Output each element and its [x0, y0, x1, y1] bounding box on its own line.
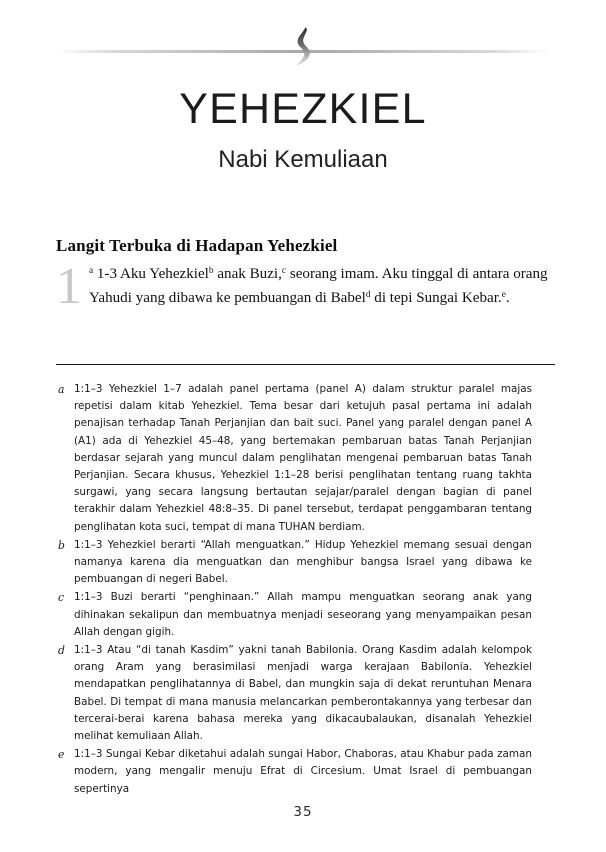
book-title: YEHEZKIEL — [179, 85, 427, 133]
top-ornament-band — [0, 22, 606, 74]
footnote-marker: a — [58, 383, 65, 396]
footnote-marker: e — [58, 748, 65, 762]
verse-text-run: . — [505, 290, 510, 306]
footnote-reference-marker[interactable]: b — [208, 266, 214, 277]
footnote-item — [40, 537, 532, 589]
footnote-marker: d — [58, 644, 65, 658]
verse-text — [89, 266, 548, 306]
footnote-item — [40, 642, 532, 745]
verse-text-run: seorang imam. Aku tinggal di antara orang Yahudi yang dibawa ke pembuangan di Babel — [89, 266, 548, 306]
footnote-item — [40, 746, 532, 798]
footnote-item — [40, 381, 532, 536]
footnote-text: 1:1–3 Buzi berarti “penghinaan.” Allah mampu menguatkan seorang anak yang dihinakan sekalipun dan membuatnya menjadi seseorang yang menyampaikan pesan Allah dengan gigih. — [74, 591, 532, 638]
footnote-text: 1:1–3 Yehezkiel 1–7 adalah panel pertama (panel A) dalam struktur paralel majas repetisi dalam kitab Yehezkiel. Tema besar dari ketujuh pasal pertama ini adalah penajisan terhadap Tanah Perjanjian dan bait suci. Panel yang paralel dengan panel A (A1) ada di Yehezkiel 45–48, yang bertemakan pembaruan batas Tanah Perjanjian berdasar sejarah yang muncul dalam penglihatan mengenai pembaruan batas Tanah Perjanjian. Secara khusus, Yehezkiel 1:1–28 berisi penglihatan tentang ruang takhta surgawi, yang secara langsung bertautan sejajar/paralel dengan bagian di panel terakhir dalam Yehezkiel 48:8–35. Di panel tersebut, terdapat penggambaran tentang penglihatan kota suci, tempat di mana TUHAN berdiam. — [74, 383, 532, 533]
chapter-body-paragraph — [56, 258, 554, 315]
footnote-reference-marker[interactable]: c — [281, 266, 287, 277]
footnote-list — [40, 381, 566, 799]
flame-flourish-ornament-icon — [0, 22, 606, 74]
footnote-item — [40, 589, 532, 641]
footnote-reference-marker[interactable]: a — [89, 266, 94, 277]
book-subtitle: Nabi Kemuliaan — [218, 146, 388, 173]
verse-text-run: 1-3 Aku Yehezkiel — [93, 266, 209, 282]
page-number: 35 — [293, 804, 313, 820]
chapter-number-dropcap: 1 — [56, 258, 82, 315]
footnote-marker: b — [58, 538, 65, 552]
section-heading: Langit Terbuka di Hadapan Yehezkiel — [56, 236, 338, 255]
footnote-separator-rule — [56, 364, 555, 365]
footnote-marker: c — [58, 591, 65, 605]
verse-text-run: di tepi Sungai Kebar. — [370, 290, 502, 306]
footnote-text: 1:1–3 Atau “di tanah Kasdim” yakni tanah Babilonia. Orang Kasdim adalah kelompok orang Aram yang berasimilasi menjadi warga kerajaan Babilonia. Yehezkiel mendapatkan penglihatannya di Babel, dan mungkin saja di dekat reruntuhan Menara Babel. Di tempat di mana manusia melancarkan pemberontakannya yang terbesar dan tercerai-berai karena bahasa mereka yang dikacaubalaukan, disanalah Yehezkiel melihat kemuliaan Allah. — [74, 644, 532, 743]
footnote-text: 1:1–3 Sungai Kebar diketahui adalah sungai Habor, Chaboras, atau Khabur pada zaman modern, yang mengalir menuju Efrat di Circesium. Umat Israel di pembuangan sepertinya — [74, 748, 532, 795]
footnote-text: 1:1–3 Yehezkiel berarti “Allah menguatkan.” Hidup Yehezkiel memang sesuai dengan namanya karena dia menguatkan dan menghibur bangsa Israel yang dibawa ke pembuangan di negeri Babel. — [74, 538, 532, 586]
footnote-reference-marker[interactable]: e — [501, 290, 506, 301]
verse-text-run: anak Buzi, — [213, 266, 282, 282]
footnote-reference-marker[interactable]: d — [365, 290, 371, 301]
